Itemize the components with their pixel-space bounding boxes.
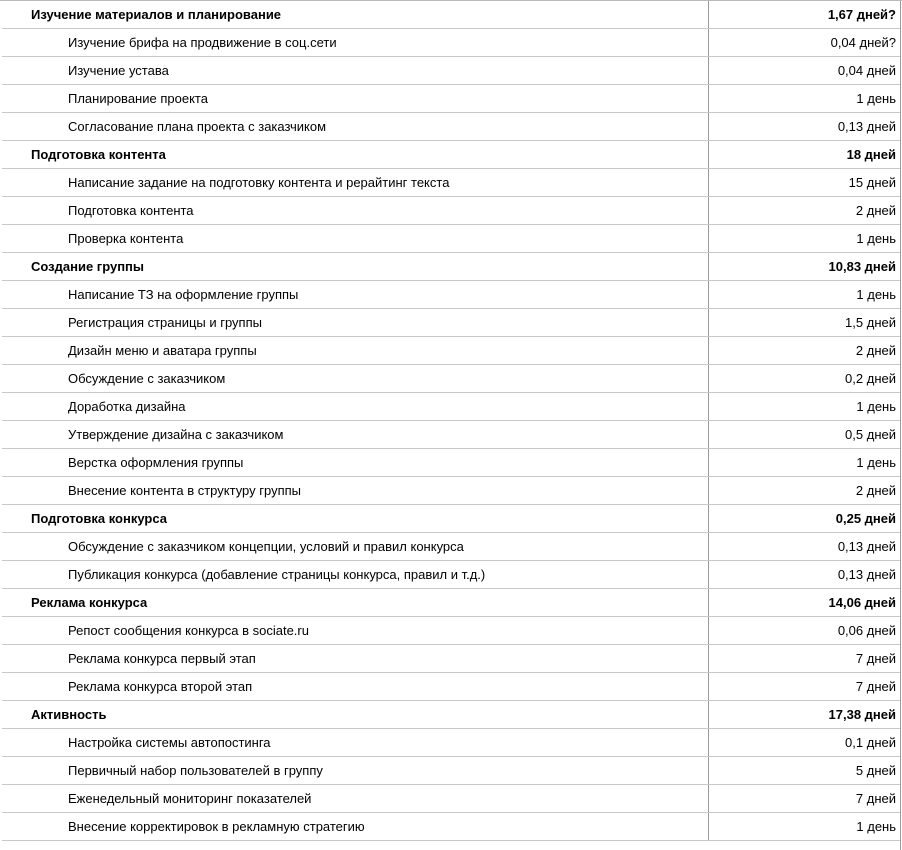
task-row[interactable]	[2, 365, 900, 393]
task-duration[interactable]: 1 день	[856, 231, 896, 246]
task-row[interactable]	[2, 645, 900, 673]
summary-task-name[interactable]: Активность	[2, 701, 709, 728]
task-row[interactable]	[2, 561, 900, 589]
task-row[interactable]	[2, 57, 900, 85]
summary-task-name[interactable]: Реклама конкурса	[2, 589, 709, 616]
task-name[interactable]: Обсуждение с заказчиком	[2, 365, 709, 392]
task-row[interactable]	[2, 477, 900, 505]
task-duration[interactable]: 2 дней	[855, 483, 896, 498]
task-duration[interactable]: 0,04 дней?	[830, 35, 896, 50]
task-row[interactable]	[2, 85, 900, 113]
summary-task-duration[interactable]: 17,38 дней	[828, 707, 896, 722]
task-row[interactable]	[2, 533, 900, 561]
task-name[interactable]: Утверждение дизайна с заказчиком	[2, 421, 709, 448]
task-duration[interactable]: 0,5 дней	[845, 427, 896, 442]
task-name[interactable]: Написание ТЗ на оформление группы	[2, 281, 709, 308]
task-name[interactable]: Написание задание на подготовку контента и рерайтинг текста	[2, 169, 709, 196]
task-row[interactable]	[2, 225, 900, 253]
task-name[interactable]: Верстка оформления группы	[2, 449, 709, 476]
task-name[interactable]: Дизайн меню и аватара группы	[2, 337, 709, 364]
task-name[interactable]: Настройка системы автопостинга	[2, 729, 709, 756]
task-name[interactable]: Согласование плана проекта с заказчиком	[2, 113, 709, 140]
task-duration[interactable]: 1,5 дней	[845, 315, 896, 330]
task-row[interactable]	[2, 729, 900, 757]
summary-task-duration[interactable]: 10,83 дней	[828, 259, 896, 274]
task-row[interactable]	[2, 673, 900, 701]
task-row[interactable]	[2, 197, 900, 225]
task-name[interactable]: Регистрация страницы и группы	[2, 309, 709, 336]
task-name[interactable]: Доработка дизайна	[2, 393, 709, 420]
task-duration[interactable]: 0,13 дней	[837, 539, 896, 554]
task-row[interactable]	[2, 617, 900, 645]
task-duration[interactable]: 2 дней	[855, 203, 896, 218]
task-row[interactable]	[2, 29, 900, 57]
task-name[interactable]: Репост сообщения конкурса в sociate.ru	[2, 617, 709, 644]
task-duration[interactable]: 7 дней	[855, 791, 896, 806]
task-duration[interactable]: 0,1 дней	[845, 735, 896, 750]
task-table	[2, 1, 900, 841]
sheet-right-border	[900, 1, 901, 850]
task-row[interactable]	[2, 281, 900, 309]
task-duration[interactable]: 0,04 дней	[837, 63, 896, 78]
task-name[interactable]: Реклама конкурса второй этап	[2, 673, 709, 700]
task-name[interactable]: Публикация конкурса (добавление страницы конкурса, правил и т.д.)	[2, 561, 709, 588]
task-row[interactable]	[2, 813, 900, 841]
summary-task-row[interactable]	[2, 505, 900, 533]
task-row[interactable]	[2, 757, 900, 785]
task-duration[interactable]: 1 день	[856, 287, 896, 302]
task-row[interactable]	[2, 113, 900, 141]
task-name[interactable]: Внесение корректировок в рекламную стратегию	[2, 813, 709, 840]
summary-task-duration[interactable]: 14,06 дней	[828, 595, 896, 610]
task-duration[interactable]: 1 день	[856, 399, 896, 414]
summary-task-name[interactable]: Подготовка контента	[2, 141, 709, 168]
task-name[interactable]: Подготовка контента	[2, 197, 709, 224]
summary-task-row[interactable]	[2, 701, 900, 729]
task-duration[interactable]: 0,13 дней	[837, 567, 896, 582]
task-name[interactable]: Еженедельный мониторинг показателей	[2, 785, 709, 812]
summary-task-name[interactable]: Изучение материалов и планирование	[2, 1, 709, 28]
summary-task-duration[interactable]: 1,67 дней?	[827, 7, 896, 22]
summary-task-duration[interactable]: 0,25 дней	[835, 511, 896, 526]
task-name[interactable]: Обсуждение с заказчиком концепции, условий и правил конкурса	[2, 533, 709, 560]
task-row[interactable]	[2, 449, 900, 477]
task-duration[interactable]: 0,2 дней	[845, 371, 896, 386]
task-row[interactable]	[2, 393, 900, 421]
summary-task-name[interactable]: Подготовка конкурса	[2, 505, 709, 532]
task-name[interactable]: Планирование проекта	[2, 85, 709, 112]
summary-task-row[interactable]	[2, 253, 900, 281]
task-duration[interactable]: 2 дней	[855, 343, 896, 358]
task-duration[interactable]: 1 день	[856, 455, 896, 470]
task-row[interactable]	[2, 169, 900, 197]
task-name[interactable]: Первичный набор пользователей в группу	[2, 757, 709, 784]
task-duration[interactable]: 5 дней	[855, 763, 896, 778]
summary-task-row[interactable]	[2, 141, 900, 169]
task-name[interactable]: Проверка контента	[2, 225, 709, 252]
task-duration[interactable]: 1 день	[856, 819, 896, 834]
task-duration[interactable]: 0,13 дней	[837, 119, 896, 134]
task-name[interactable]: Изучение брифа на продвижение в соц.сети	[2, 29, 709, 56]
summary-task-name[interactable]: Создание группы	[2, 253, 709, 280]
task-duration[interactable]: 0,06 дней	[837, 623, 896, 638]
task-name[interactable]: Реклама конкурса первый этап	[2, 645, 709, 672]
summary-task-duration[interactable]: 18 дней	[846, 147, 896, 162]
summary-task-row[interactable]	[2, 1, 900, 29]
task-row[interactable]	[2, 421, 900, 449]
summary-task-row[interactable]	[2, 589, 900, 617]
task-name[interactable]: Изучение устава	[2, 57, 709, 84]
task-name[interactable]: Внесение контента в структуру группы	[2, 477, 709, 504]
task-duration[interactable]: 7 дней	[855, 679, 896, 694]
task-duration[interactable]: 15 дней	[848, 175, 896, 190]
task-duration[interactable]: 7 дней	[855, 651, 896, 666]
task-duration[interactable]: 1 день	[856, 91, 896, 106]
task-row[interactable]	[2, 309, 900, 337]
task-row[interactable]	[2, 337, 900, 365]
task-row[interactable]	[2, 785, 900, 813]
